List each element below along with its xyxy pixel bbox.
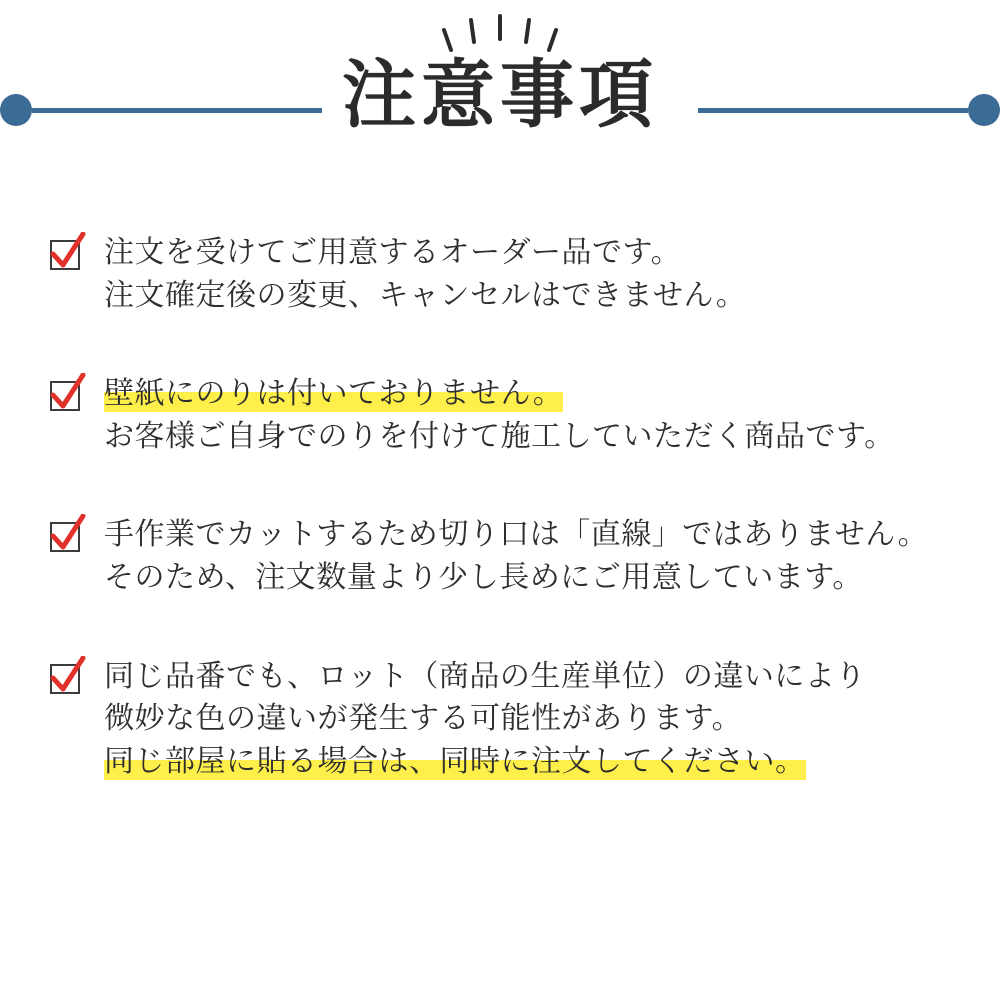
- list-item-line: 注文を受けてご用意するオーダー品です。: [104, 235, 682, 270]
- list-item-line: 微妙な色の違いが発生する可能性があります。: [104, 701, 743, 737]
- list-item-line: 注文確定後の変更、キャンセルはできません。: [104, 277, 747, 313]
- checkbox-checked-icon: [46, 236, 86, 276]
- list-item-text: [104, 232, 960, 317]
- list-item-line: [104, 741, 960, 784]
- list-item-line: 同じ品番でも、ロット（商品の生産単位）の違いにより: [104, 658, 866, 694]
- highlighted-text: 壁紙にのりは付いておりません。: [104, 376, 564, 412]
- notice-list: [46, 232, 960, 783]
- list-item-line: そのため、注文数量より少し長めにご用意しています。: [104, 559, 863, 595]
- checkbox-checked-icon: [46, 377, 86, 417]
- list-item: [46, 373, 960, 458]
- list-item-text: [104, 373, 960, 458]
- list-item-text: [104, 514, 960, 599]
- checkbox-checked-icon: [46, 518, 86, 558]
- highlighted-text: 同じ部屋に貼る場合は、同時に注文してください。: [104, 743, 806, 779]
- list-item-line: 手作業でカットするため切り口は「直線」ではありません。: [104, 517, 929, 553]
- list-item-line: お客様ご自身でのりを付けて施工していただく商品です。: [104, 418, 895, 454]
- list-item: [46, 514, 960, 599]
- page-header: [0, 0, 1000, 200]
- list-item-text: [104, 656, 960, 784]
- list-item-line: [104, 373, 960, 416]
- list-item: [46, 656, 960, 784]
- page-title: 注意事項: [342, 52, 658, 138]
- list-item: [46, 232, 960, 317]
- checkbox-checked-icon: [46, 660, 86, 700]
